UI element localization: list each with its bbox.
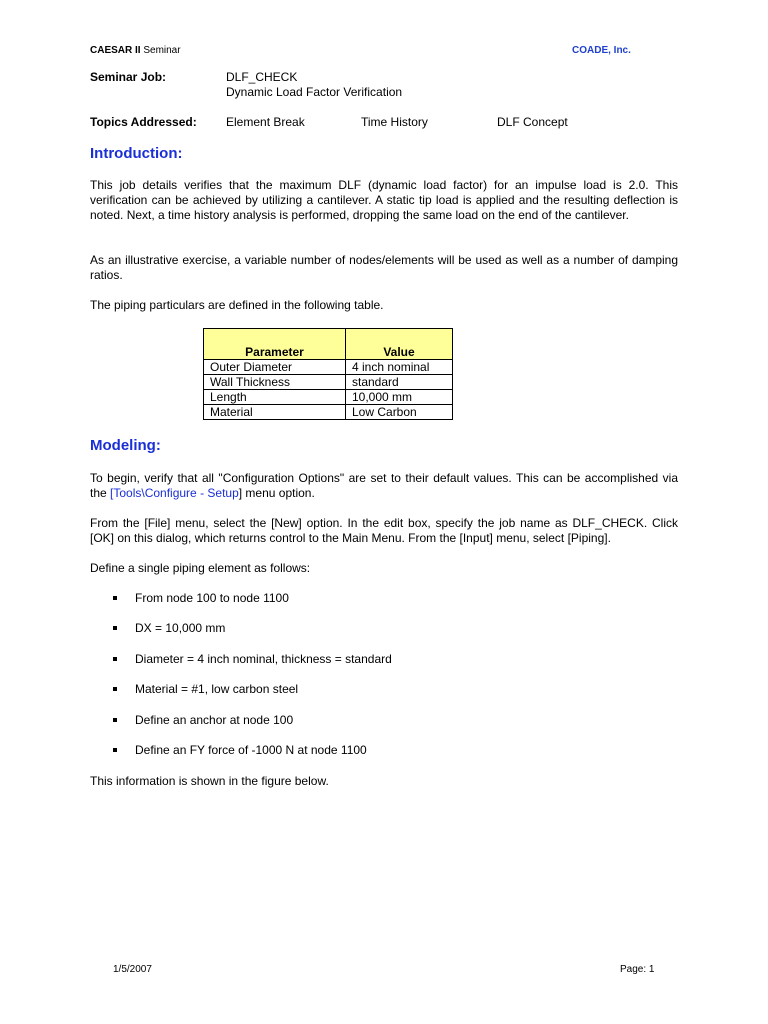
table-row xyxy=(204,390,453,405)
footer-date: 1/5/2007 xyxy=(113,964,152,975)
list-item-text: Define an FY force of -1000 N at node 1100 xyxy=(135,742,367,757)
product-suffix: Seminar xyxy=(140,45,181,56)
table-cell: Material xyxy=(204,405,346,420)
product-name: CAESAR II xyxy=(90,45,141,56)
intro-paragraph-3: The piping particulars are defined in the following table. xyxy=(90,298,384,312)
modeling-p1-text-end: ] menu option. xyxy=(238,486,315,500)
table-header-row xyxy=(204,329,453,360)
piping-particulars-table xyxy=(203,328,453,420)
list-item-text: DX = 10,000 mm xyxy=(135,621,226,636)
table-cell: standard xyxy=(346,375,453,390)
footer-page-number: Page: 1 xyxy=(620,964,655,975)
seminar-job-description: Dynamic Load Factor Verification xyxy=(226,85,403,99)
bullet-icon xyxy=(113,748,117,752)
table-cell: Length xyxy=(204,390,346,405)
modeling-p1-text: To begin, verify that all "Configuration Options" are set to their default values. This can be accomplished via the xyxy=(90,471,678,500)
table-row xyxy=(204,405,453,420)
page-header-product xyxy=(90,45,181,56)
bullet-icon xyxy=(113,657,117,661)
seminar-job-name: DLF_CHECK xyxy=(226,70,298,84)
seminar-job-label: Seminar Job: xyxy=(90,70,167,84)
list-item xyxy=(113,591,392,621)
modeling-paragraph-1 xyxy=(90,471,678,501)
intro-paragraph-2: As an illustrative exercise, a variable number of nodes/elements will be used as well as a number of damping ratios. xyxy=(90,253,678,282)
list-item xyxy=(113,743,392,773)
modeling-paragraph-4: This information is shown in the figure below. xyxy=(90,774,329,788)
table-row xyxy=(204,375,453,390)
modeling-paragraph-3: Define a single piping element as follows: xyxy=(90,561,311,575)
table-cell: 4 inch nominal xyxy=(346,360,453,375)
table-cell: Wall Thickness xyxy=(204,375,346,390)
topics-label: Topics Addressed: xyxy=(90,115,197,129)
list-item xyxy=(113,682,392,712)
list-item xyxy=(113,621,392,651)
intro-paragraph-1: This job details verifies that the maximum DLF (dynamic load factor) for an impulse load is 2.0. This verification can be achieved by utilizing a cantilever. A static tip load is applied and the resulting deflection is noted. Next, a time history analysis is performed, dropping the same load on the end of the cantilever. xyxy=(90,178,678,222)
list-item xyxy=(113,713,392,743)
table-cell: Low Carbon xyxy=(346,405,453,420)
table-cell: 10,000 mm xyxy=(346,390,453,405)
element-definition-list xyxy=(113,591,392,773)
introduction-heading: Introduction: xyxy=(90,145,183,162)
topic-item: Time History xyxy=(361,115,428,129)
bullet-icon xyxy=(113,596,117,600)
list-item-text: Define an anchor at node 100 xyxy=(135,712,294,727)
table-header-value: Value xyxy=(346,329,453,360)
bullet-icon xyxy=(113,718,117,722)
list-item xyxy=(113,652,392,682)
list-item-text: From node 100 to node 1100 xyxy=(135,591,289,605)
table-header-parameter: Parameter xyxy=(204,329,346,360)
topic-item: DLF Concept xyxy=(497,115,568,129)
page-header-company: COADE, Inc. xyxy=(572,45,631,56)
table-row xyxy=(204,360,453,375)
bullet-icon xyxy=(113,626,117,630)
tools-configure-setup-link[interactable]: [Tools\Configure - Setup xyxy=(110,486,239,500)
modeling-heading: Modeling: xyxy=(90,437,161,454)
bullet-icon xyxy=(113,687,117,691)
modeling-paragraph-2: From the [File] menu, select the [New] option. In the edit box, specify the job name as DLF_CHECK. Click [OK] on this dialog, which returns control to the Main Menu. From the [Input] menu, select [Piping]. xyxy=(90,516,678,545)
table-cell: Outer Diameter xyxy=(204,360,346,375)
list-item-text: Diameter = 4 inch nominal, thickness = standard xyxy=(135,651,392,666)
topic-item: Element Break xyxy=(226,115,305,129)
list-item-text: Material = #1, low carbon steel xyxy=(135,682,299,697)
